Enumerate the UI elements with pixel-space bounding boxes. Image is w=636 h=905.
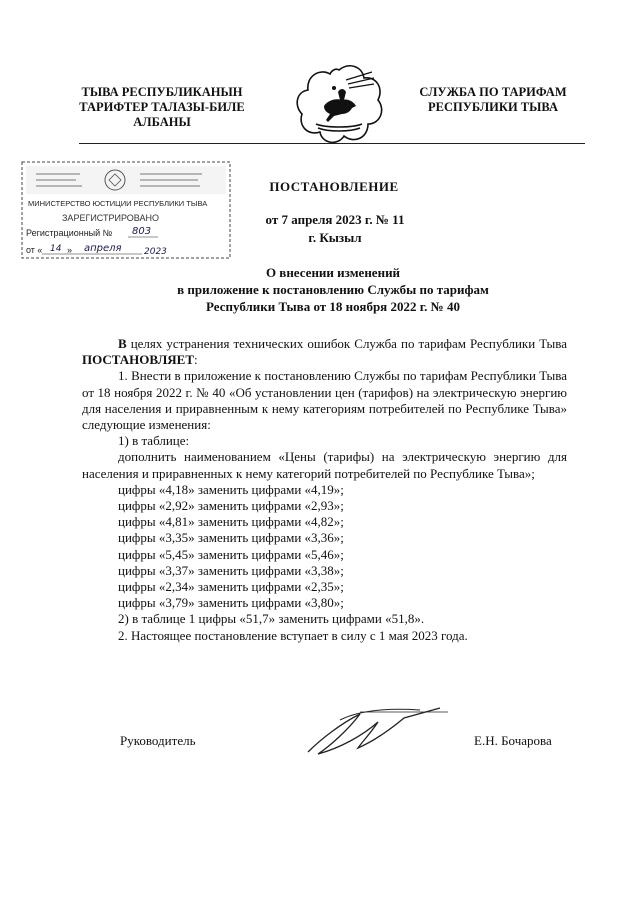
stamp-month: апреля: [84, 243, 122, 254]
header-left-line: ТЫВА РЕСПУБЛИКАНЫН: [81, 85, 243, 99]
header-right-service-name: [398, 85, 588, 115]
intro-paragraph: [82, 336, 567, 368]
stamp-day: 14: [50, 244, 62, 254]
item-1-sub-1: 1) в таблице:: [118, 433, 190, 449]
handwritten-signature-icon: [300, 700, 450, 762]
header-right-line: РЕСПУБЛИКИ ТЫВА: [428, 100, 558, 114]
document-date: от 7 апреля 2023 г. № 11: [265, 212, 405, 227]
replacement-line: цифры «2,34» заменить цифрами «2,35»;: [118, 579, 344, 595]
header-left-ministry-name: [72, 85, 252, 130]
header-left-line: ТАРИФТЕР ТАЛАЗЫ-БИЛЕ: [79, 100, 245, 114]
stamp-reg-label: Регистрационный №: [26, 228, 113, 238]
subject-line: О внесении изменений: [265, 265, 401, 280]
header-left-line: АЛБАНЫ: [133, 115, 191, 129]
replacement-line: цифры «5,45» заменить цифрами «5,46»;: [118, 546, 344, 562]
signatory-name: Е.Н. Бочарова: [474, 733, 552, 748]
intro-text: целях устранения технических ошибок Служба по тарифам Республики Тыва: [126, 336, 567, 351]
replacement-line: цифры «2,92» заменить цифрами «2,93»;: [118, 498, 344, 514]
document-city: г. Кызыл: [308, 230, 362, 245]
stamp-day-suffix: »: [67, 245, 73, 255]
stamp-registered-line: ЗАРЕГИСТРИРОВАНО: [62, 213, 159, 223]
subject-line: в приложение к постановлению Службы по тарифам: [177, 282, 489, 297]
header-right-line: СЛУЖБА ПО ТАРИФАМ: [419, 85, 567, 99]
intro-bold-end: ПОСТАНОВЛЯЕТ: [82, 352, 194, 368]
stamp-ministry-line: МИНИСТЕРСТВО ЮСТИЦИИ РЕСПУБЛИКИ ТЫВА: [28, 199, 208, 208]
item-2: 2. Настоящее постановление вступает в силу с 1 мая 2023 года.: [118, 627, 468, 643]
intro-bold-start: В: [118, 336, 127, 351]
document-body: [82, 336, 567, 644]
replacement-line: цифры «3,37» заменить цифрами «3,38»;: [118, 562, 344, 578]
subject-line: Республики Тыва от 18 ноября 2022 г. № 40: [206, 299, 460, 314]
registration-stamp: [20, 160, 232, 260]
header-divider: [79, 143, 585, 144]
item-1-sub-2: 2) в таблице 1 цифры «51,7» заменить цифрами «51,8».: [118, 611, 425, 627]
signatory-position: Руководитель: [120, 733, 196, 748]
replacement-line: цифры «4,81» заменить цифрами «4,82»;: [118, 514, 344, 530]
item-1: 1. Внести в приложение к постановлению Службы по тарифам Республики Тыва от 18 ноября 2022 г. № 40 «Об установлении цен (тарифов) на электрическую энергию для населения и приравненным к нему категориям потребителей по Республике Тыва» следующие изменения:: [82, 368, 567, 433]
replacement-line: цифры «4,18» заменить цифрами «4,19»;: [118, 481, 344, 497]
document-title: ПОСТАНОВЛЕНИЕ: [269, 179, 399, 194]
intro-colon: :: [194, 352, 198, 368]
replacement-line: цифры «3,35» заменить цифрами «3,36»;: [118, 530, 344, 546]
stamp-reg-number: 803: [132, 226, 152, 237]
tyva-emblem-icon: [294, 62, 384, 146]
stamp-year: 2023: [144, 247, 167, 257]
item-1-sub-1-text: дополнить наименованием «Цены (тарифы) на электрическую энергию для населения и приравненных к нему категорий потребителей по Республике Тыва»;: [82, 449, 567, 481]
replacement-line: цифры «3,79» заменить цифрами «3,80»;: [118, 595, 344, 611]
document-subject: [100, 264, 566, 315]
stamp-date-prefix: от «: [26, 245, 43, 255]
